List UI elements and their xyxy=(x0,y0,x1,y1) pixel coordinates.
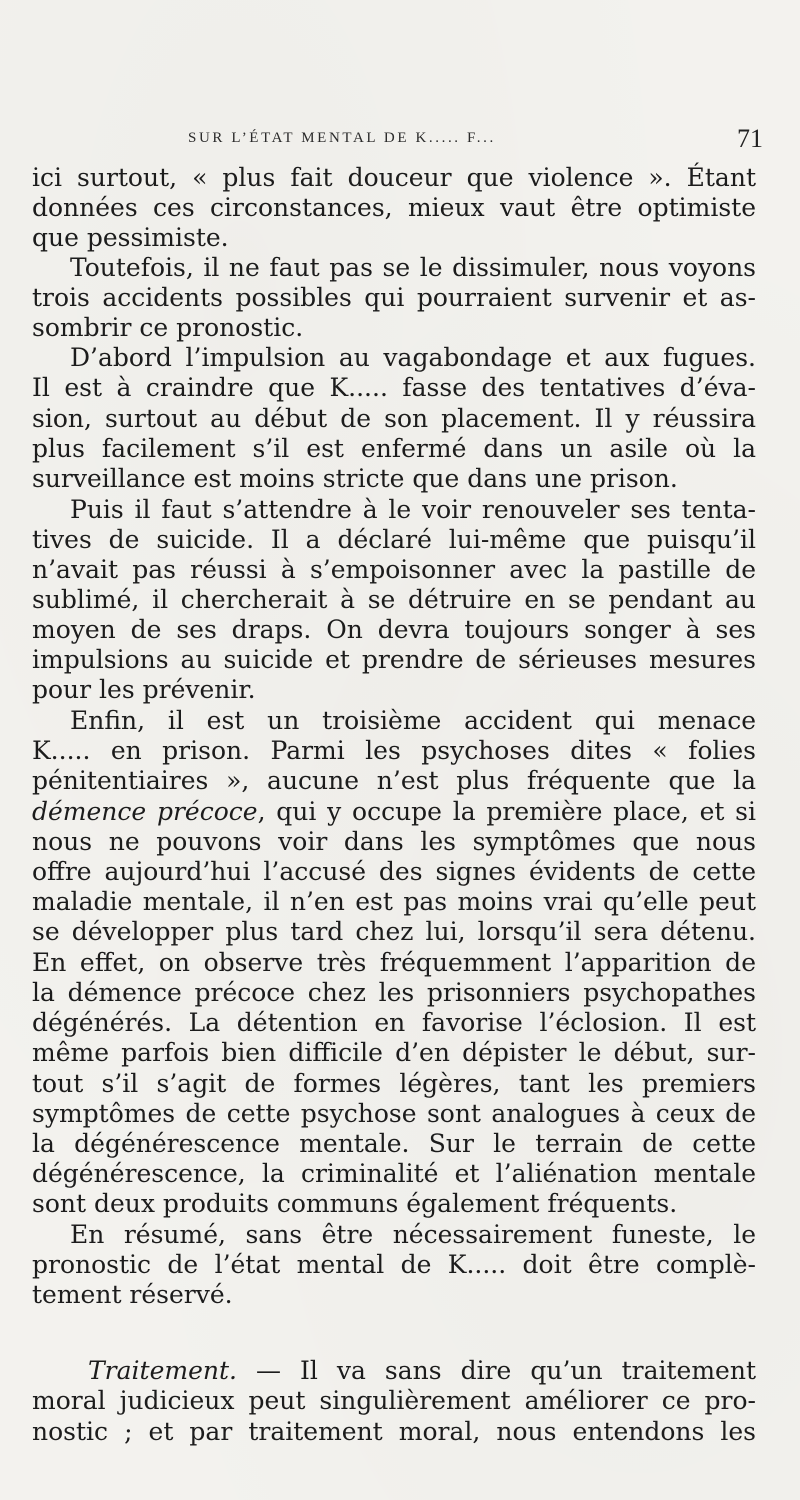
text-line: ici surtout, « plus fait douceur que violence ». Étant xyxy=(32,163,756,192)
text-line: nous ne pouvons voir dans les symptômes que nous xyxy=(32,827,756,856)
page-number: 71 xyxy=(737,124,763,153)
text-line: trois accidents possibles qui pourraient survenir et as- xyxy=(32,283,756,312)
text-line: surveillance est moins stricte que dans une prison. xyxy=(32,464,678,493)
running-head: SUR L’ÉTAT MENTAL DE K..... F... xyxy=(188,130,496,146)
text-line: dégénérés. La détention en favorise l’éclosion. Il est xyxy=(32,1008,756,1037)
text-line: Traitement. — Il va sans dire qu’un traitement xyxy=(88,1356,756,1385)
text-line: offre aujourd’hui l’accusé des signes évidents de cette xyxy=(32,857,756,886)
text-line: se développer plus tard chez lui, lorsqu’il sera détenu. xyxy=(32,917,756,946)
text-line: sublimé, il chercherait à se détruire en se pendant au xyxy=(32,585,756,614)
text-line: la dégénérescence mentale. Sur le terrain de cette xyxy=(32,1129,756,1158)
text-line: démence précoce, qui y occupe la première place, et si xyxy=(32,797,756,826)
text-line: que pessimiste. xyxy=(32,223,229,252)
text-line: sombrir ce pronostic. xyxy=(32,313,304,342)
text-line: En résumé, sans être nécessairement funeste, le xyxy=(70,1220,756,1249)
italic-term: démence précoce xyxy=(32,797,258,826)
text-line: sont deux produits communs également fréquents. xyxy=(32,1189,678,1218)
text-line: D’abord l’impulsion au vagabondage et aux fugues. xyxy=(70,343,756,372)
text-line: pénitentiaires », aucune n’est plus fréquente que la xyxy=(32,766,756,795)
text-line: maladie mentale, il n’en est pas moins vrai qu’elle peut xyxy=(32,887,756,916)
text-line: pronostic de l’état mental de K..... doit être complè- xyxy=(32,1250,756,1279)
text-line: En effet, on observe très fréquemment l’apparition de xyxy=(32,948,756,977)
text-line: Puis il faut s’attendre à le voir renouveler ses tenta- xyxy=(70,495,756,524)
text-line: moyen de ses draps. On devra toujours songer à ses xyxy=(32,615,756,644)
text-line: même parfois bien difficile d’en dépister le début, sur- xyxy=(32,1038,756,1067)
text-line: pour les prévenir. xyxy=(32,675,256,704)
text-line: données ces circonstances, mieux vaut être optimiste xyxy=(32,193,756,222)
text-line: n’avait pas réussi à s’empoisonner avec la pastille de xyxy=(32,555,756,584)
text-line: symptômes de cette psychose sont analogues à ceux de xyxy=(32,1099,756,1128)
text-line: nostic ; et par traitement moral, nous entendons les xyxy=(32,1417,756,1446)
page-header xyxy=(188,124,763,158)
text-line: tout s’il s’agit de formes légères, tant les premiers xyxy=(32,1069,756,1098)
text-line: Toutefois, il ne faut pas se le dissimuler, nous voyons xyxy=(70,253,756,282)
text-line: dégénérescence, la criminalité et l’aliénation mentale xyxy=(32,1159,756,1188)
text-line: Il est à craindre que K..... fasse des tentatives d’éva- xyxy=(32,373,756,402)
text-line: plus facilement s’il est enfermé dans un asile où la xyxy=(32,434,756,463)
text-line: la démence précoce chez les prisonniers psychopathes xyxy=(32,978,756,1007)
text-line: K..... en prison. Parmi les psychoses dites « folies xyxy=(32,736,756,765)
text-line: impulsions au suicide et prendre de sérieuses mesures xyxy=(32,645,756,674)
text-line: Enfin, il est un troisième accident qui menace xyxy=(70,706,756,735)
text-line: tives de suicide. Il a déclaré lui-même que puisqu’il xyxy=(32,525,756,554)
section-heading: Traitement. xyxy=(88,1356,237,1385)
text-line: sion, surtout au début de son placement. Il y réussira xyxy=(32,404,756,433)
text-line: tement réservé. xyxy=(32,1280,233,1309)
text-line: moral judicieux peut singulièrement améliorer ce pro- xyxy=(32,1386,756,1415)
